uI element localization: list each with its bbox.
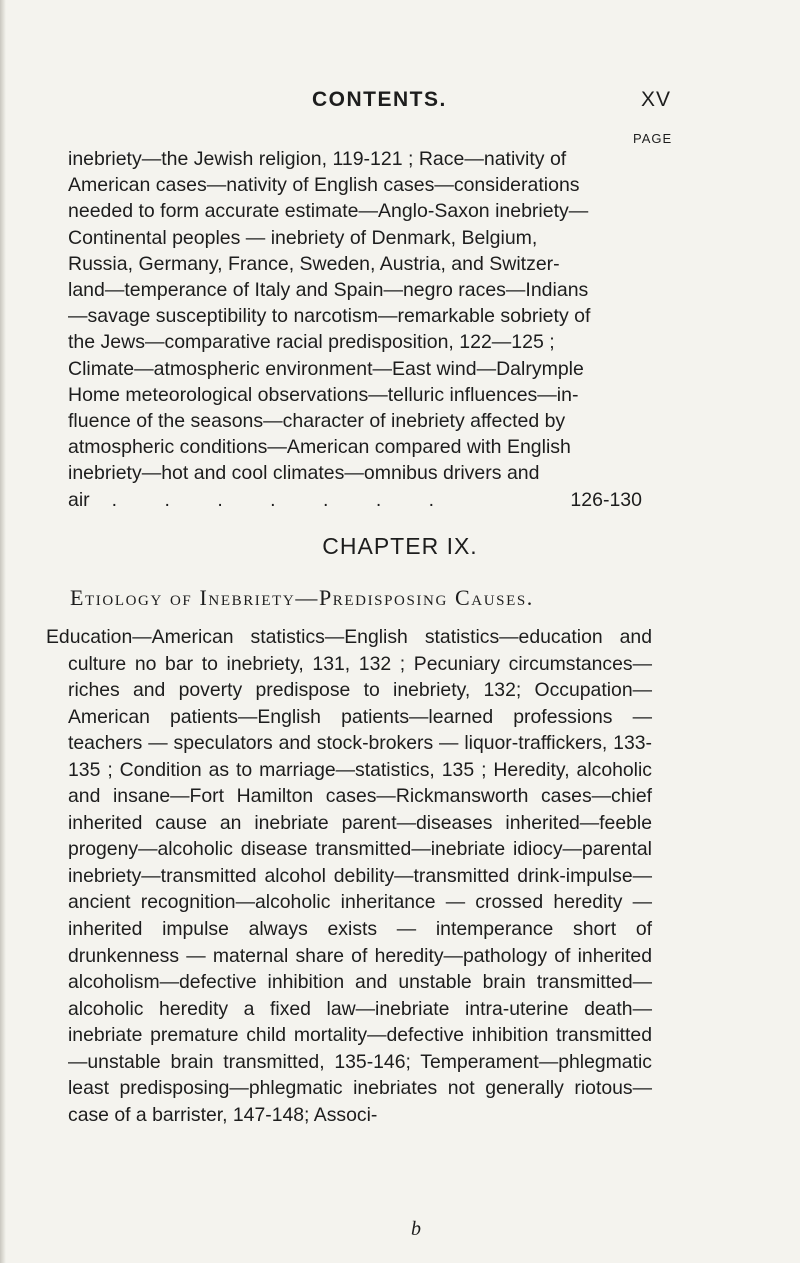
entry-line: Continental peoples — inebriety of Denmark, Belgium,	[68, 226, 538, 249]
entry-line: needed to form accurate estimate—Anglo-Saxon inebriety—	[68, 200, 589, 223]
entry-line: Climate—atmospheric environment—East wind—Dalrymple	[68, 357, 584, 380]
entry-line: inebriety—hot and cool climates—omnibus drivers and	[68, 462, 540, 485]
chapter-heading: CHAPTER IX.	[322, 533, 478, 559]
entry-line: fluence of the seasons—character of inebriety affected by	[68, 410, 566, 433]
chapter-contents-entry	[46, 624, 652, 1128]
entry-line: Home meteorological observations—telluric influences—in-	[68, 383, 579, 406]
entry-line: land—temperance of Italy and Spain—negro races—Indians	[68, 279, 589, 302]
entry-line: atmospheric conditions—American compared with English	[68, 436, 571, 459]
page-column-label: PAGE	[633, 131, 673, 146]
entry-page-range: 126-130	[570, 488, 642, 511]
signature-mark: b	[411, 1218, 421, 1240]
entry-last-word: air	[68, 488, 90, 511]
dot-leader: . . . . . . .	[111, 488, 456, 511]
chapter-subtitle: Etiology of Inebriety—Predisposing Causes.	[70, 585, 534, 610]
entry-line: Russia, Germany, France, Sweden, Austria, and Switzer-	[68, 252, 560, 275]
running-head	[0, 88, 800, 118]
entry-text: Education—American statistics—English statistics—education and culture no bar to inebriety, 131, 132 ; Pecuniary circumstances—riches and poverty predispose to inebriety, 132; Occupation—American patients—English patients—learned professions —teachers — speculators and stock-brokers — liquor-traffickers, 133-135 ; Condition as to marriage—statistics, 135 ; Heredity, alcoholic and insane—Fort Hamilton cases—Rickmansworth cases—chief inherited cause an inebriate parent—diseases inherited—feeble progeny—alcoholic disease transmitted—inebriate idiocy—parental inebriety—transmitted alcohol debility—transmitted drink-impulse—ancient recognition—alcoholic inheritance — crossed heredity — inherited impulse always exists — intemperance short of drunkenness — maternal share of heredity—pathology of inherited alcoholism—defective inhibition and unstable brain transmitted—alcoholic heredity a fixed law—inebriate intra-uterine death—inebriate premature child mortality—defective inhibition transmitted—unstable brain transmitted, 135-146; Temperament—phlegmatic least predisposing—phlegmatic inebriates not generally riotous—case of a barrister, 147-148; Associ-	[46, 626, 652, 1126]
page-number: XV	[641, 88, 672, 111]
entry-leader-line	[68, 487, 642, 513]
page-edge	[0, 0, 6, 1263]
entry-paragraph	[46, 624, 652, 1128]
entry-line: American cases—nativity of English cases—considerations	[68, 174, 580, 197]
page-title: CONTENTS.	[312, 88, 447, 111]
entry-line: the Jews—comparative racial predisposition, 122—125 ;	[68, 331, 555, 354]
entry-line: inebriety—the Jewish religion, 119-121 ; Race—nativity of	[68, 148, 567, 170]
contents-entry-continued	[68, 146, 642, 513]
entry-line: —savage susceptibility to narcotism—remarkable sobriety of	[68, 305, 591, 328]
